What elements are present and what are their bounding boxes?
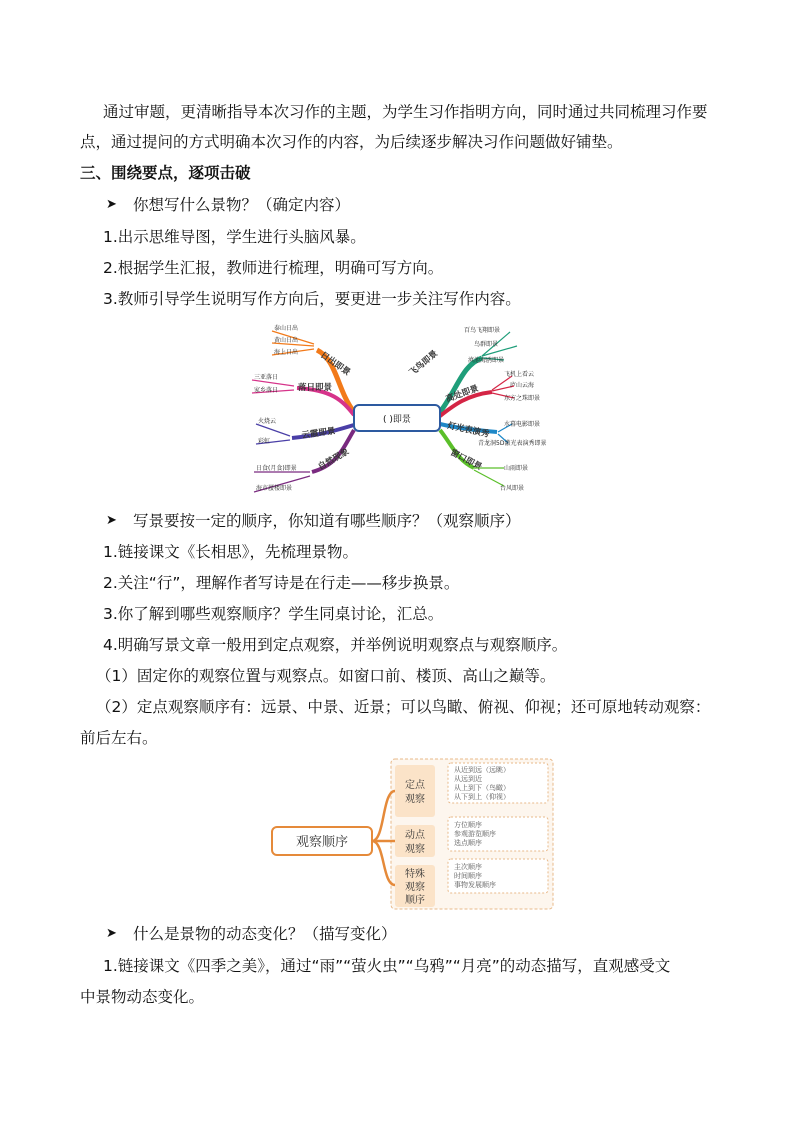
leaf-pearl: 东方之珠即景	[504, 395, 541, 402]
branch-label-sunset: 落日即景	[298, 383, 333, 393]
leaf-fire-cloud: 火烧云	[258, 418, 277, 425]
group-special-item-1: 主次顺序	[454, 863, 482, 871]
group-special-item-2: 时间顺序	[454, 872, 482, 880]
section-heading: 三、围绕要点，逐项击破	[80, 164, 251, 182]
arrow-bullet-icon: ➤	[106, 513, 117, 528]
leaf-rainbow: 彩虹	[258, 438, 271, 445]
branch-label-high: 高处即景	[444, 383, 480, 405]
group-special-label-2: 观察	[405, 882, 425, 893]
part2-sub-1: （1）固定你的观察位置与观察点。如窗口前、楼顶、高山之巅等。	[96, 667, 556, 685]
branch-label-nature: 自然现象	[316, 446, 351, 473]
group-moving-item-1: 方位顺序	[454, 821, 482, 829]
leaf-sanya: 三亚落日	[254, 374, 279, 381]
leaf-sea-sunrise: 海上日出	[274, 349, 299, 356]
group-fixed-item-4: 从下到上（仰视）	[454, 793, 510, 801]
part2-item-3: 3.你了解到哪些观察顺序？学生同桌讨论，汇总。	[103, 605, 444, 623]
part2-item-1: 1.链接课文《长相思》，先梳理景物。	[103, 543, 359, 561]
leaf-gulls: 滇池海鸥即景	[468, 357, 505, 364]
leaf-laser-show: 青龙洞5D激光表演秀即景	[478, 440, 547, 447]
leaf-mirage: 海市蜃楼即景	[256, 485, 293, 492]
part2-title: 写景要按一定的顺序，你知道有哪些顺序？（观察顺序）	[133, 512, 521, 530]
mind-map-center-label: ( )即景	[383, 415, 411, 425]
intro-line-2: 点，通过提问的方式明确本次习作的内容，为后续逐步解决习作问题做好铺垫。	[80, 133, 623, 151]
leaf-plane-clouds: 飞机上看云	[504, 371, 535, 378]
group-fixed-item-2: 从远到近	[454, 775, 482, 783]
group-special-item-3: 事物发展顺序	[454, 881, 496, 889]
group-fixed-label-1: 定点	[405, 780, 425, 791]
root-label: 观察顺序	[295, 835, 349, 850]
mind-map	[242, 320, 554, 498]
group-fixed-item-3: 从上到下（鸟瞰）	[454, 784, 510, 792]
branch-label-lights: 灯光表演秀	[446, 421, 491, 440]
part2-item-2: 2.关注“行”，理解作者写诗是在行走——移步换景。	[103, 574, 460, 592]
leaf-hometown: 家乡落日	[254, 387, 279, 394]
group-moving-item-2: 参观游览顺序	[454, 830, 496, 838]
leaf-taishan: 泰山日出	[274, 325, 299, 332]
part2-sub-2-line-1: （2）定点观察顺序有：远景、中景、近景；可以鸟瞰、俯视、仰视；还可原地转动观察：	[96, 698, 711, 716]
part3-item-1-line-1: 1.链接课文《四季之美》，通过“雨”“萤火虫”“乌鸦”“月亮”的动态描写，直观感受文	[103, 957, 671, 975]
part3-title: 什么是景物的动态变化？（描写变化）	[133, 925, 397, 943]
leaf-eclipse: 日食(月食)即景	[256, 465, 297, 472]
group-fixed-label-2: 观察	[405, 794, 425, 805]
leaf-water-movie: 水幕电影即景	[504, 421, 541, 428]
leaf-huangshan: 黄山日出	[274, 337, 299, 344]
branch-label-birds: 飞鸟即景	[407, 348, 440, 379]
leaf-typhoon: 台风即景	[500, 485, 525, 492]
part1-item-2: 2.根据学生汇报，教师进行梳理，明确可写方向。	[103, 259, 444, 277]
group-moving-label-2: 观察	[405, 844, 425, 855]
part1-item-3: 3.教师引导学生说明写作方向后，要更进一步关注写作内容。	[103, 290, 521, 308]
part2-item-4: 4.明确写景文章一般用到定点观察，并举例说明观察点与观察顺序。	[103, 636, 568, 654]
part3-item-1-line-2: 中景物动态变化。	[80, 988, 205, 1006]
branch-label-sunrise: 日出即景	[318, 350, 352, 378]
observation-order-diagram	[270, 757, 556, 911]
leaf-birds-flying: 百鸟飞翔即景	[464, 327, 501, 334]
group-moving-label-1: 动点	[405, 830, 425, 841]
group-fixed-item-1: 从近到远（远眺）	[454, 766, 510, 774]
part1-item-1: 1.出示思维导图，学生进行头脑风暴。	[103, 228, 366, 246]
group-special-label-3: 顺序	[405, 895, 425, 906]
leaf-mountain-rain: 山雨即景	[504, 465, 529, 472]
group-fixed-box	[395, 765, 435, 817]
intro-line-1: 通过审题，更清晰指导本次习作的主题，为学生习作指明方向，同时通过共同梳理习作要	[103, 103, 708, 121]
arrow-bullet-icon: ➤	[106, 926, 117, 941]
part1-title: 你想写什么景物？（确定内容）	[133, 196, 351, 214]
part2-sub-2-line-2: 前后左右。	[80, 729, 158, 747]
group-special-label-1: 特殊	[405, 869, 425, 880]
arrow-bullet-icon: ➤	[106, 197, 117, 212]
group-moving-item-3: 选点顺序	[454, 839, 482, 847]
branch-label-clouds: 云霞即景	[301, 426, 337, 441]
leaf-lushan: 庐山云海	[510, 382, 535, 389]
leaf-bird-flock: 鸟群即景	[474, 341, 499, 348]
branch-label-window: 窗口即景	[448, 447, 484, 473]
